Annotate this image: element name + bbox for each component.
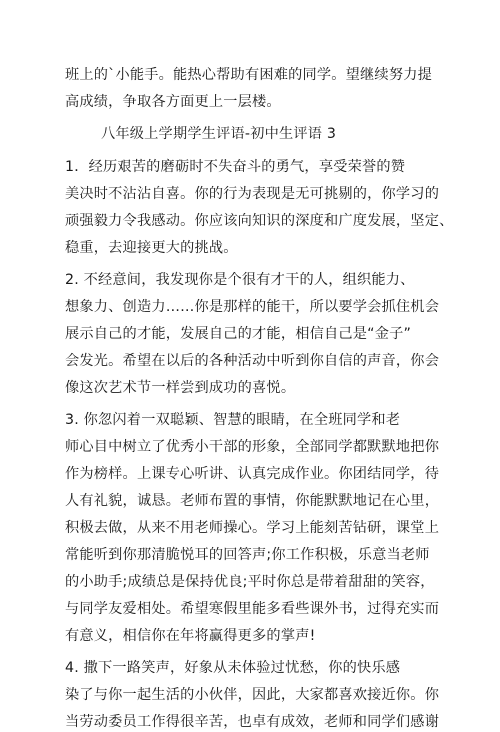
text-line-9: 想象力、创造力……你是那样的能干，所以要学会抓住机会 [65,299,440,315]
text-line-14: 师心目中树立了优秀小干部的形象，全部同学都默默地把你 [65,439,440,455]
text-line-20: 与同学友爱相处。希望寒假里能多看些课外书，过得充实而 [65,601,440,617]
text-line-4: 1．经历艰苦的磨砺时不失奋斗的勇气，享受荣誉的赞 [65,159,406,175]
text-line-22: 4. 撒下一路笑声，好象从未体验过忧愁，你的快乐感 [65,660,401,676]
text-line-1: 班上的`小能手。能热心帮助有困难的同学。望继续努力提 [65,67,432,83]
text-line-5: 美决时不沾沾自喜。你的行为表现是无可挑剔的，你学习的 [65,186,440,202]
text-line-12: 像这次艺术节一样尝到成功的喜悦。 [65,380,296,396]
text-line-24: 当劳动委员工作得很辛苦，也卓有成效，老师和同学们感谢 [65,714,440,730]
text-line-13: 3. 你忽闪着一双聪颖、智慧的眼睛，在全班同学和老 [65,412,401,428]
text-line-6: 顽强毅力令我感动。你应该向知识的深度和广度发展，坚定、 [65,213,454,229]
text-line-23: 染了与你一起生活的小伙伴，因此，大家都喜欢接近你。你 [65,687,440,703]
text-line-15: 作为榜样。上课专心听讲、认真完成作业。你团结同学，待 [65,466,440,482]
text-line-10: 展示自己的才能，发展自己的才能，相信自己是“金子” [65,326,412,342]
text-line-18: 常能听到你那清脆悦耳的回答声;你工作积极，乐意当老师 [65,547,430,563]
text-line-8: 2. 不经意间，我发现你是个很有才干的人，组织能力、 [65,272,415,288]
text-line-19: 的小助手;成绩总是保持优良;平时你总是带着甜甜的笑容， [65,574,435,590]
text-line-16: 人有礼貌，诚恳。老师布置的事情，你能默默地记在心里， [65,493,440,509]
text-line-21: 有意义，相信你在年将赢得更多的掌声! [65,628,316,644]
text-line-11: 会发光。希望在以后的各种活动中听到你自信的声音，你会 [65,353,440,369]
text-line-2: 高成绩，争取各方面更上一层楼。 [65,94,281,110]
text-line-7: 稳重，去迎接更大的挑战。 [65,240,238,256]
text-line-17: 积极去做，从来不用老师操心。学习上能刻苦钻研，课堂上 [65,520,440,536]
section-title: 八年级上学期学生评语-初中生评语 3 [101,126,337,142]
